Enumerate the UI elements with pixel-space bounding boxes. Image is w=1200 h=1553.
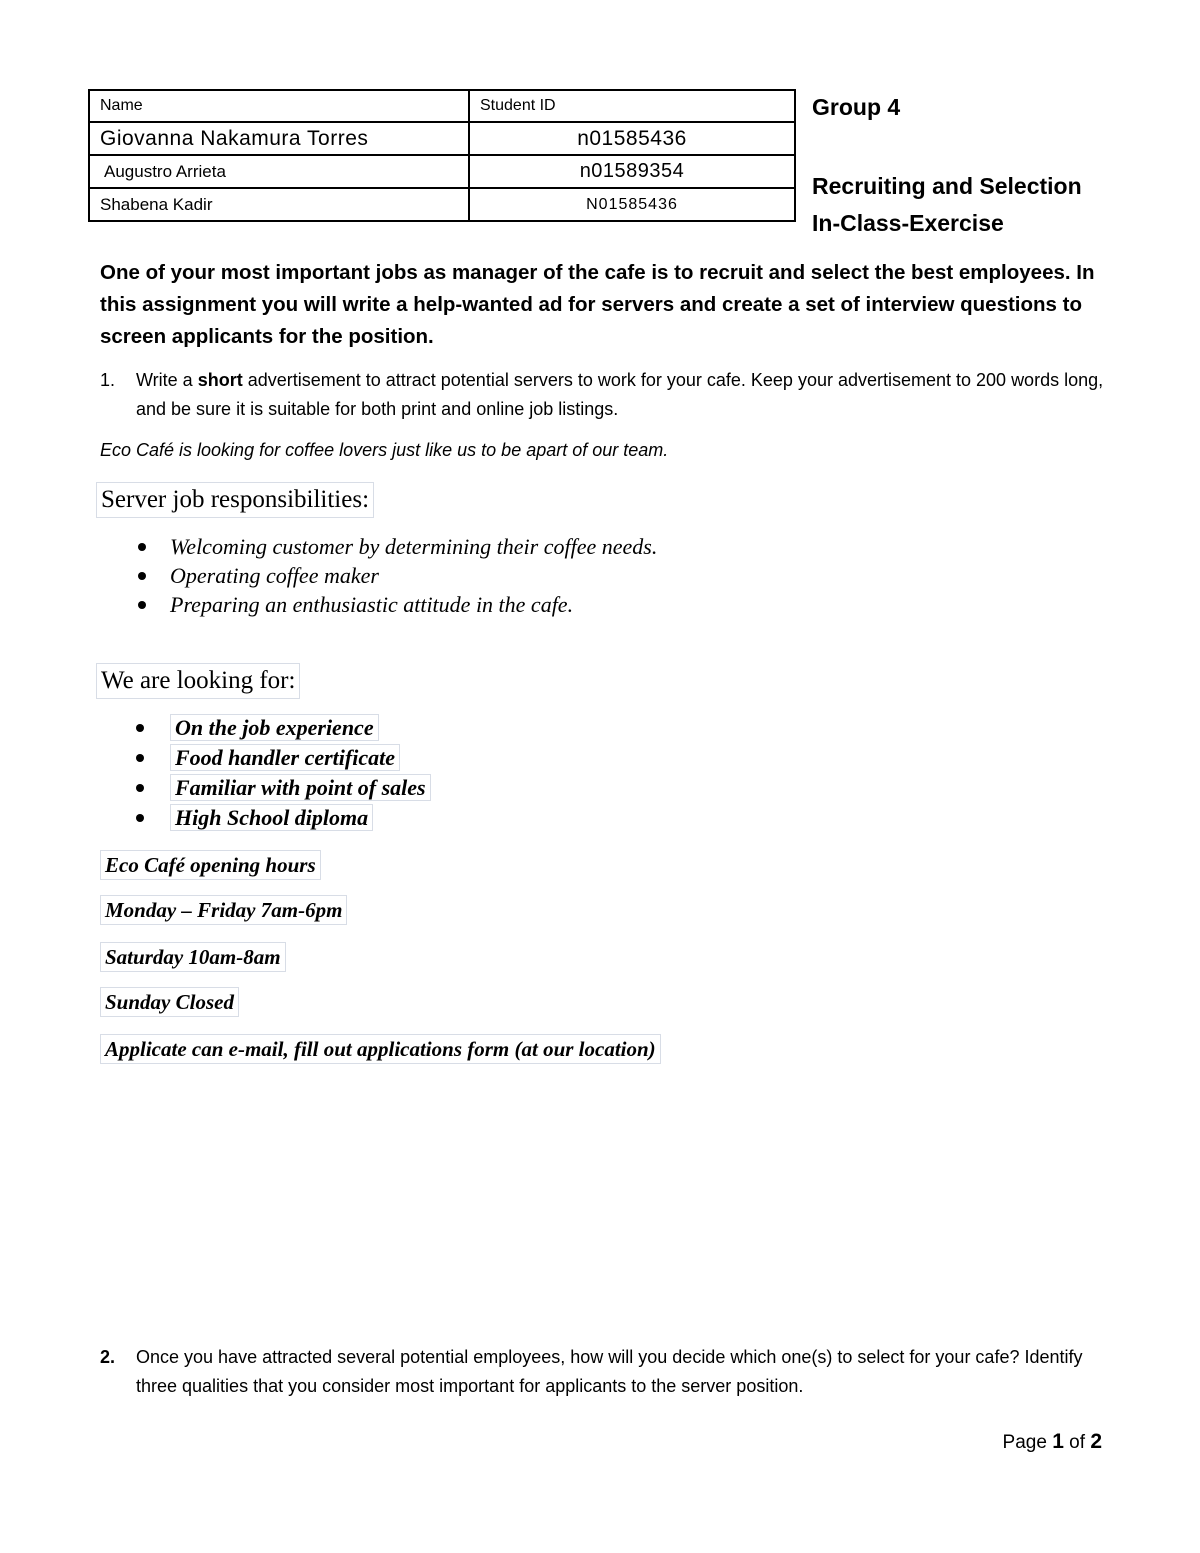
ad-tagline: Eco Café is looking for coffee lovers just like us to be apart of our team. <box>100 440 669 460</box>
name-header: Name <box>89 90 469 122</box>
student-name: Giovanna Nakamura Torres <box>89 122 469 155</box>
student-id: n01585436 <box>469 122 795 155</box>
responsibilities-list <box>130 532 657 619</box>
table-row <box>89 122 795 155</box>
looking-for-list <box>130 713 431 833</box>
student-table <box>88 89 796 222</box>
bullet-icon <box>138 601 146 609</box>
list-item: Food handler certificate <box>130 743 431 773</box>
intro-paragraph: One of your most important jobs as manager of the cafe is to recruit and select the best employees. In this assignment you will write a help-wanted ad for servers and create a set of interview questions to screen applicants for the position. <box>100 261 1095 348</box>
student-name: Augustro Arrieta <box>89 155 469 188</box>
student-id-header: Student ID <box>469 90 795 122</box>
hours-weekday: Monday – Friday 7am-6pm <box>100 895 347 925</box>
bullet-icon <box>136 784 144 792</box>
question-1 <box>100 366 1110 424</box>
page-number: Page 1 of 2 <box>1002 1430 1102 1453</box>
table-header-row <box>89 90 795 122</box>
bullet-icon <box>136 814 144 822</box>
apply-instructions: Applicate can e-mail, fill out applications form (at our location) <box>100 1034 661 1064</box>
responsibilities-title: Server job responsibilities: <box>96 482 374 518</box>
list-item: Welcoming customer by determining their coffee needs. <box>130 532 657 561</box>
bullet-icon <box>136 754 144 762</box>
bullet-icon <box>138 572 146 580</box>
question-number: 1. <box>100 370 116 390</box>
bullet-icon <box>138 543 146 551</box>
list-item: Preparing an enthusiastic attitude in the cafe. <box>130 590 657 619</box>
assignment-subtitle: In-Class-Exercise <box>812 210 1004 236</box>
assignment-title: Recruiting and Selection <box>812 173 1082 199</box>
hours-sunday: Sunday Closed <box>100 987 239 1017</box>
table-row <box>89 155 795 188</box>
question-2 <box>100 1343 1110 1401</box>
student-id: n01589354 <box>469 155 795 188</box>
hours-title: Eco Café opening hours <box>100 850 321 880</box>
student-id: N01585436 <box>469 188 795 221</box>
hours-saturday: Saturday 10am-8am <box>100 942 286 972</box>
question-text: Once you have attracted several potential employees, how will you decide which one(s) to select for your cafe? Identify three qualities that you consider most important for applicants to the server position. <box>136 1347 1083 1396</box>
list-item: On the job experience <box>130 713 431 743</box>
group-label: Group 4 <box>812 94 901 120</box>
question-text: Write a short advertisement to attract potential servers to work for your cafe. Keep your advertisement to 200 words long, and be sure it is suitable for both print and online job listings. <box>136 370 1104 419</box>
list-item: Operating coffee maker <box>130 561 657 590</box>
looking-for-title: We are looking for: <box>96 663 300 699</box>
list-item: Familiar with point of sales <box>130 773 431 803</box>
table-row <box>89 188 795 221</box>
list-item: High School diploma <box>130 803 431 833</box>
question-number: 2. <box>100 1347 116 1367</box>
bullet-icon <box>136 724 144 732</box>
student-name: Shabena Kadir <box>89 188 469 221</box>
